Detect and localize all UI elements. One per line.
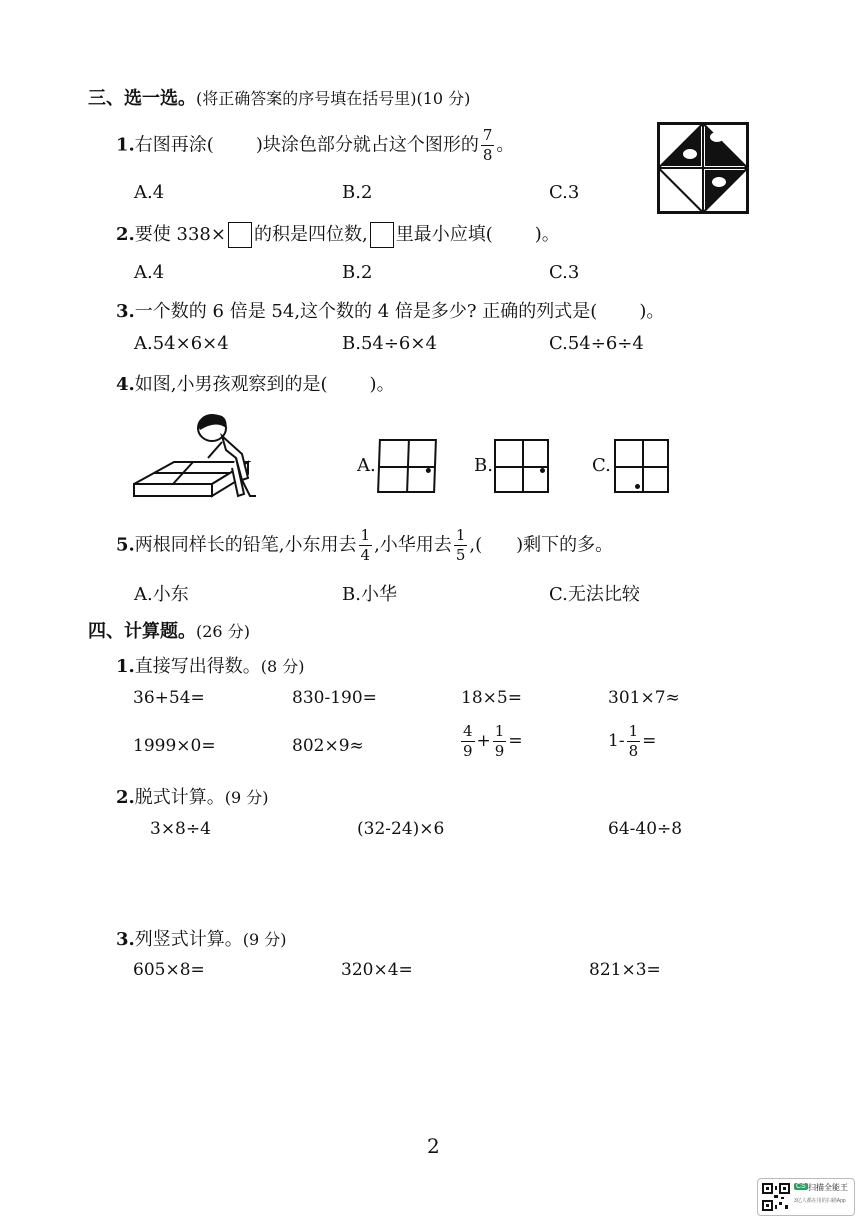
q4-option-b-grid [494, 439, 549, 493]
answer-box [228, 222, 252, 248]
q3-option-c: C.54÷6÷4 [549, 333, 644, 354]
question-4: 4.如图,小男孩观察到的是( )。 [116, 374, 395, 395]
question-2: 2.要使 338× 的积是四位数, 里最小应填( )。 [116, 220, 560, 248]
q4-option-a-label: A. [357, 455, 376, 476]
question-5: 5.两根同样长的铅笔,小东用去 $\frac{1}{4}$ ,小华用去 $\frac{1}{5}$ ,( )剩下的多。 [116, 526, 614, 564]
step-calc-item: (32-24)×6 [357, 819, 445, 839]
q3-option-a: A.54×6×4 [134, 333, 229, 354]
part-2-heading: 2.脱式计算。(9 分) [116, 787, 269, 808]
q2-option-c: C.3 [549, 262, 580, 283]
q1-option-b: B.2 [342, 182, 373, 203]
page-number: 2 [427, 1134, 440, 1158]
q5-option-c: C.无法比较 [549, 584, 640, 605]
vertical-calc-item: 605×8= [133, 960, 205, 980]
section-3-heading: 三、选一选。(将正确答案的序号填在括号里)(10 分) [88, 88, 471, 109]
oral-calc-item: 1999×0= [133, 736, 216, 756]
cs-badge: CS [796, 1183, 806, 1190]
q1-option-a: A.4 [134, 182, 165, 203]
section-4-heading: 四、计算题。(26 分) [88, 621, 250, 642]
answer-box [370, 222, 394, 248]
oral-calc-item: 18×5= [461, 688, 522, 708]
shaded-square-figure [657, 122, 749, 214]
fraction-1-5: $\frac{1}{5}$ [455, 526, 466, 564]
qr-code-icon [762, 1183, 790, 1211]
oral-calc-item: 36+54= [133, 688, 205, 708]
vertical-calc-item: 320×4= [341, 960, 413, 980]
vertical-calc-item: 821×3= [589, 960, 661, 980]
q3-option-b: B.54÷6×4 [342, 333, 437, 354]
scanner-tagline: 3亿人都在用的扫描App [794, 1198, 846, 1204]
oral-calc-item: 802×9≈ [292, 736, 364, 756]
q2-option-b: B.2 [342, 262, 373, 283]
q5-option-a: A.小东 [134, 584, 189, 605]
q4-option-b-label: B. [474, 455, 493, 476]
fraction-7-8: $\frac{7}{8}$ [482, 126, 493, 164]
part-3-heading: 3.列竖式计算。(9 分) [116, 929, 287, 950]
step-calc-item: 3×8÷4 [150, 819, 211, 839]
q4-option-c-grid [614, 439, 669, 493]
scanner-app-name: 扫描全能王 [808, 1183, 848, 1192]
q2-option-a: A.4 [134, 262, 165, 283]
q5-option-b: B.小华 [342, 584, 397, 605]
q1-option-c: C.3 [549, 182, 580, 203]
part-1-heading: 1.直接写出得数。(8 分) [116, 656, 305, 677]
oral-calc-item: 830-190= [292, 688, 377, 708]
fraction-1-4: $\frac{1}{4}$ [360, 526, 371, 564]
scanner-watermark [757, 1178, 855, 1216]
oral-calc-item: 301×7≈ [608, 688, 680, 708]
oral-calc-fraction-sum: $\frac{4}{9}$ + $\frac{1}{9}$ = [463, 722, 523, 760]
q4-option-c-label: C. [592, 455, 611, 476]
question-3: 3.一个数的 6 倍是 54,这个数的 4 倍是多少? 正确的列式是( )。 [116, 301, 665, 322]
q4-option-a-grid [377, 439, 437, 493]
step-calc-item: 64-40÷8 [608, 819, 683, 839]
question-1: 1.右图再涂( )块涂色部分就占这个图形的 $\frac{7}{8}$ 。 [116, 126, 515, 164]
oral-calc-fraction-diff: 1- $\frac{1}{8}$ = [608, 722, 657, 760]
boy-looking-at-box-illustration [130, 406, 270, 502]
